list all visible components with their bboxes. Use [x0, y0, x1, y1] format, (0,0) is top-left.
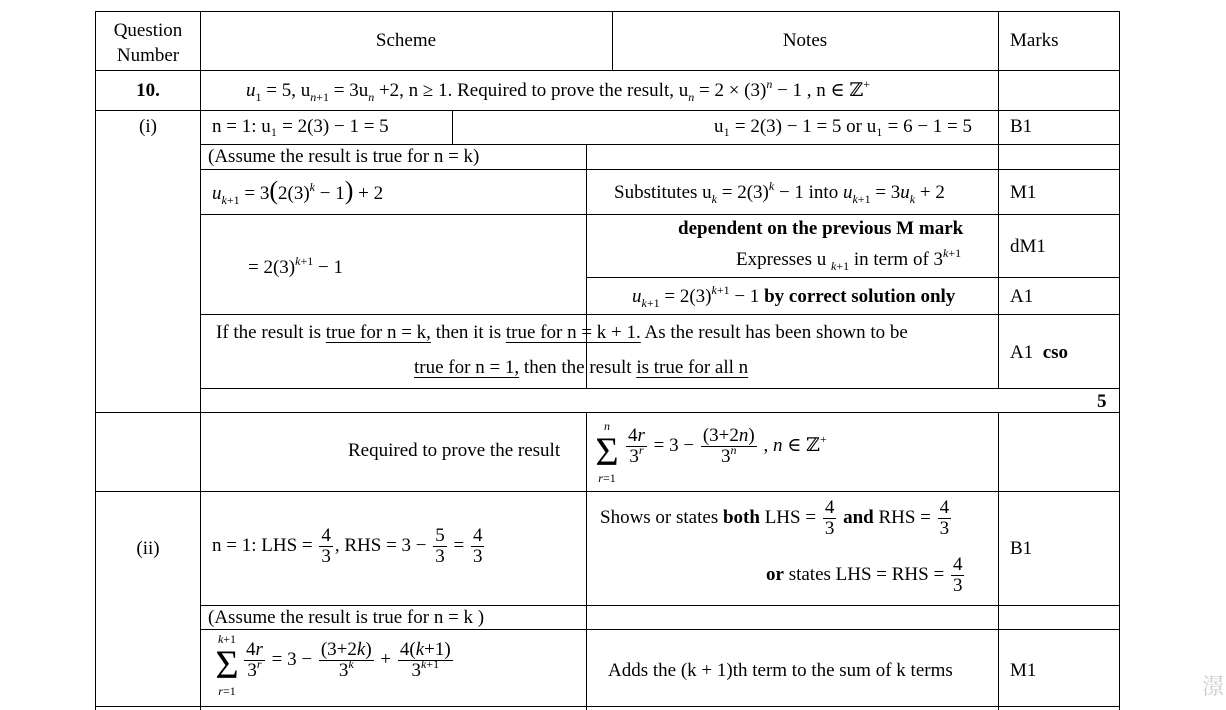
row-border [200, 605, 1120, 606]
adds-note: Adds the (k + 1)th term to the sum of k terms [608, 660, 953, 681]
bold: or [766, 563, 784, 585]
row-border [200, 144, 1120, 145]
text: As the result has been shown to be [644, 322, 908, 343]
mark-b1-ii: B1 [1010, 538, 1033, 559]
text: LHS = [764, 506, 817, 528]
required-text: Required to prove the result [348, 440, 561, 461]
row-border [95, 491, 1120, 492]
header-bottom-border [95, 70, 1120, 71]
note-text: in term of 3 [853, 249, 944, 270]
text: RHS = [878, 506, 931, 528]
header-question-number: Question Number [113, 20, 183, 66]
watermark-glyph: 澋 [1201, 674, 1224, 699]
row-border [586, 277, 1120, 278]
row-border [200, 214, 1120, 215]
mark-a1-cso [1010, 342, 1068, 364]
underlined-text: true for n = 1, [414, 357, 520, 378]
column-border [200, 11, 201, 710]
part-i-label: (i) [139, 116, 157, 137]
text: , RHS = 3 − [334, 534, 427, 556]
column-border [586, 412, 587, 710]
sigma-symbol: n Σ r=1 [595, 419, 619, 485]
mark-m1: M1 [1010, 182, 1037, 203]
sum-expression: $\frac{4r}{3^r}$ = 3 − $\frac{(3+2n)}{3^n}$ , n ∈ ℤ+ [628, 425, 827, 467]
result-text: = 2(3) [248, 257, 296, 278]
question-number: 10. [136, 80, 160, 101]
mark-b1: B1 [1010, 116, 1033, 137]
correct-solution-note: $u_{k+1} = 2(3)^{k+1} - 1$ by correct solution only [632, 283, 956, 310]
underlined-text: true for n = k + 1. [505, 322, 641, 343]
total-marks: 5 [1097, 391, 1107, 412]
table-top-border [95, 11, 1120, 12]
base-case-scheme: n = 1: u₁ = 2(3) − 1 = 5 [212, 116, 389, 137]
row-border [95, 110, 1120, 111]
header-notes: Notes [782, 30, 828, 51]
adds-expression: $\frac{4r}{3^r}$ = 3 − $\frac{(3+2k)}{3^k}$ + $\frac{4(k+1)}{3^{k+1}}$ [246, 639, 451, 681]
text: n = 1: LHS = [212, 534, 313, 556]
row-border [95, 706, 1120, 707]
bold-note: by correct solution only [764, 286, 956, 307]
column-border [998, 11, 999, 388]
expresses-note: Expresses u $_{k+1}$ in term of $3^{k+1}$ [736, 246, 962, 273]
statement-part: − 1 , n ∈ ℤ [777, 80, 864, 101]
column-border [998, 412, 999, 710]
text: If the result is [216, 322, 322, 343]
dependent-note: dependent on the previous M mark [678, 218, 964, 239]
result-expression: = $2(3)^{k+1} - 1$ [248, 254, 343, 278]
underlined-text: is true for all n [636, 357, 749, 378]
text: then it is [435, 322, 502, 343]
header-marks: Marks [1010, 30, 1059, 51]
mark-a1: A1 [1010, 286, 1034, 307]
bold: both [722, 506, 760, 528]
column-border [1119, 11, 1120, 710]
text: states LHS = RHS = [788, 563, 945, 585]
u-symbol: u [246, 80, 256, 101]
statement-part: = 2 × (3) [698, 80, 767, 101]
shows-note: Shows or states both LHS = $\frac{4}{3}$ and RHS = $\frac{4}{3}$ [600, 497, 950, 539]
substitutes-note: Substitutes $u_k = 2(3)^k - 1$ into $u_{k+1} = 3u_k + 2$ [614, 179, 945, 206]
conclusion-line-1 [216, 322, 908, 344]
row-border [95, 412, 1120, 413]
part-ii-label: (ii) [136, 538, 160, 559]
row-border [200, 314, 1120, 315]
bold: and [843, 506, 874, 528]
assumption-ii: (Assume the result is true for n = k ) [208, 607, 485, 628]
note-text: Substitutes u [614, 182, 712, 203]
statement-part: = 5, u [266, 80, 311, 101]
text: then the result [523, 357, 632, 378]
mark-m1-ii: M1 [1010, 660, 1037, 681]
column-border [452, 110, 453, 144]
assumption: (Assume the result is true for n = k) [208, 146, 480, 167]
text: Shows or states [600, 506, 719, 528]
note-text: Expresses u [736, 249, 827, 270]
statement-part: = 3u [333, 80, 369, 101]
underlined-text: true for n = k, [325, 322, 431, 343]
statement-part: +2, n ≥ 1. Required to prove the result, u [378, 80, 689, 101]
mark: A1 [1010, 342, 1034, 363]
base-case-ii: n = 1: LHS = $\frac{4}{3}$ , RHS = 3 − $\frac{5}{3}$ = $\frac{4}{3}$ [212, 525, 483, 567]
conclusion-line-2 [414, 357, 748, 379]
row-border [200, 169, 1120, 170]
header-scheme: Scheme [375, 30, 437, 51]
cso: cso [1042, 342, 1069, 363]
inductive-step: $u_{k+1} = 3(2(3)^k - 1) + 2$ [212, 176, 384, 207]
row-border [200, 629, 1120, 630]
mark-dm1: dM1 [1010, 236, 1046, 257]
base-case-notes: u₁ = 2(3) − 1 = 5 or u₁ = 6 − 1 = 5 [714, 116, 973, 137]
row-border [200, 388, 1120, 389]
plus-superscript: + [863, 77, 871, 91]
sigma-symbol: k+1 Σ r=1 [215, 632, 239, 698]
column-border [586, 144, 587, 388]
or-states-note: or states LHS = RHS = $\frac{4}{3}$ [766, 554, 963, 596]
question-statement: $u_1 = 5$, $u_{n+1} = 3u_n +2$, n ≥ 1. Required to prove the result, $u_n = 2 \times (3)^n - 1$ , n ∈ ℤ+ [246, 77, 871, 104]
